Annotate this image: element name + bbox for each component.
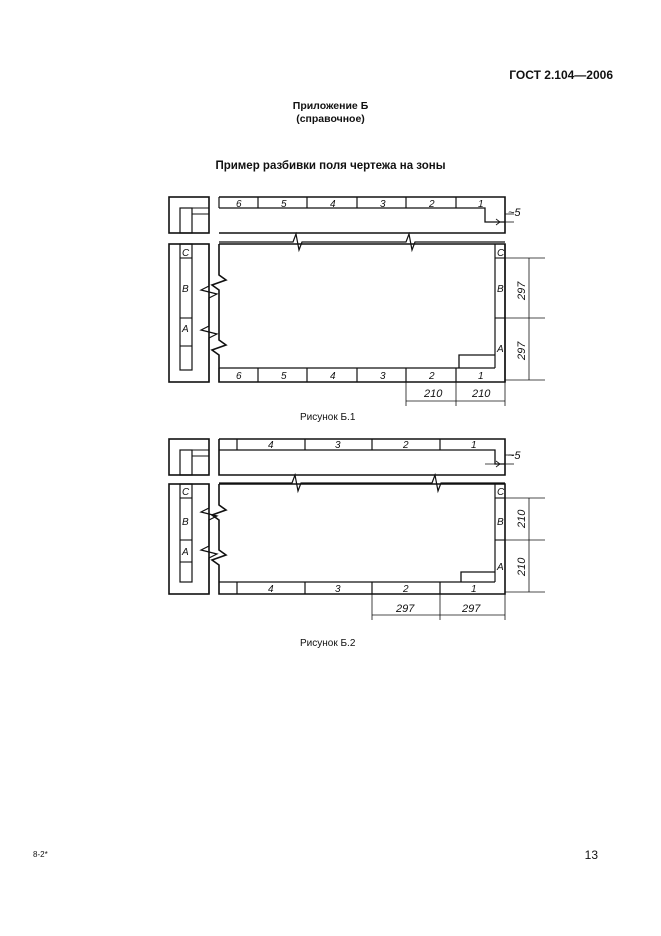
fig1-dim-right-lower: 297 [516,341,528,360]
fig2-dim-bottom-right: 297 [462,603,481,615]
fig2-left-zone-strip [169,484,217,594]
fig2-bottom-zone-2: 2 [403,584,409,595]
fig1-top-zone-strip [219,197,521,233]
appendix-subtitle: (справочное) [296,113,365,125]
fig1-margin-label: ~5 [508,207,521,219]
fig1-left-zone-strip [169,244,217,382]
fig1-top-zone-1: 1 [478,199,484,210]
fig1-bottom-zone-strip [219,368,484,382]
fig2-dim-bottom-left: 297 [396,603,415,615]
fig2-top-zone-strip [219,439,521,475]
fig2-top-zone-1: 1 [471,440,477,451]
fig2-right-row-a: A [497,562,504,573]
fig1-right-row-a: A [497,344,504,355]
fig1-top-zone-5: 5 [281,199,287,210]
fig2-bottom-dimensions [372,594,505,620]
fig1-bottom-zone-4: 4 [330,371,336,382]
fig1-top-zone-2: 2 [429,199,435,210]
fig2-right-row-c: C [497,487,505,498]
fig2-left-row-c: C [182,487,190,498]
figure-1-caption: Рисунок Б.1 [300,412,356,423]
fig1-bottom-dimensions [406,382,505,406]
fig2-top-zone-3: 3 [335,440,341,451]
fig1-top-zone-4: 4 [330,199,336,210]
print-note: 8-2* [33,850,48,859]
standard-header: ГОСТ 2.104—2006 [509,68,613,82]
fig2-corner-fragment [169,439,209,475]
main-title: Пример разбивки поля чертежа на зоны [215,160,446,172]
fig1-left-row-b: B [182,284,189,295]
fig2-top-zone-2: 2 [403,440,409,451]
fig2-left-row-a: A [182,547,189,558]
fig1-main-frame [212,244,505,382]
fig1-dim-right-upper: 297 [516,281,528,300]
fig1-dim-bottom-right: 210 [472,388,491,400]
fig1-corner-fragment [169,197,209,233]
fig1-dim-bottom-left: 210 [424,388,443,400]
fig2-main-frame [212,484,505,594]
fig2-bottom-zone-4: 4 [268,584,274,595]
fig2-bottom-zone-3: 3 [335,584,341,595]
fig1-bottom-zone-3: 3 [380,371,386,382]
fig1-right-row-c: C [497,248,505,259]
fig2-bottom-zone-strip [237,582,477,595]
fig2-right-dimensions [505,498,545,592]
page-number: 13 [584,848,598,862]
appendix-title: Приложение Б [292,100,369,112]
figure-2-drawing [0,432,661,632]
fig2-top-zone-4: 4 [268,440,274,451]
fig1-top-zone-3: 3 [380,199,386,210]
fig1-right-dimensions [505,258,545,380]
fig1-bottom-zone-5: 5 [281,371,287,382]
fig1-left-row-a: A [182,324,189,335]
fig1-top-zone-6: 6 [236,199,242,210]
fig2-dim-right-upper: 210 [516,509,528,528]
fig2-bottom-zone-1: 1 [471,584,477,595]
fig1-left-row-c: C [182,248,190,259]
fig2-right-row-b: B [497,517,504,528]
fig2-left-row-b: B [182,517,189,528]
fig1-bottom-zone-6: 6 [236,371,242,382]
fig1-bottom-zone-2: 2 [429,371,435,382]
fig1-bottom-zone-1: 1 [478,371,484,382]
figure-2-caption: Рисунок Б.2 [300,638,356,649]
fig1-right-row-b: B [497,284,504,295]
fig2-margin-label: ~5 [508,450,521,462]
fig2-dim-right-lower: 210 [516,557,528,576]
figure-1-drawing [0,190,661,420]
appendix-heading [0,100,661,126]
